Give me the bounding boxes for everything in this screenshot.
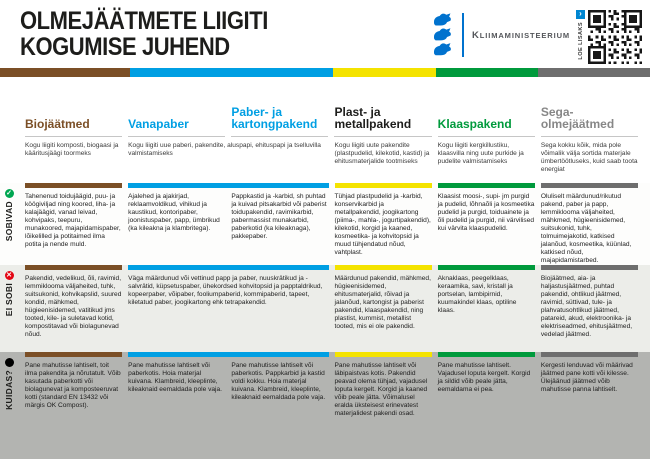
- row-how-stripe: [0, 352, 650, 357]
- column-header-oldpaper: Vanapaber: [128, 118, 225, 137]
- poster-header: [0, 0, 650, 68]
- stripe-paper: [128, 352, 328, 357]
- description-plastic-metal: Kogu liigiti uute pakendite (plastpudelid, kilekotid, kastid) ja ehitusmaterjalide tootmiseks: [334, 142, 430, 166]
- cell-notsuitable-paper-shared: Väga määrdunud või vettinud papp ja paber, nuuskrätikud ja -salvrätid, küpsetuspaber, ühekordsed kohvitopsid ja papptaldrikud, kopeerpaber, võipaber, fooliumpaberid, kommipaberid, tapeet, kiletatud paber, joogikartong ehk tetrapakendid.: [128, 275, 323, 307]
- row-label-not-suitable: ✕ EI SOBI: [4, 272, 14, 317]
- row-suitable-stripe: [0, 183, 650, 188]
- color-bar-paper: [130, 68, 333, 77]
- column-header-cardboard: Paber- ja kartongpakend: [231, 106, 328, 137]
- page-title-line1: OLMEJÄÄTMETE LIIGITI: [20, 7, 268, 35]
- row-how: [0, 352, 650, 459]
- black-dot-icon: [5, 358, 14, 367]
- page-title-line2: KOGUMISE JUHEND: [20, 33, 230, 61]
- stripe-glass: [438, 352, 535, 357]
- column-header-biowaste: Biojäätmed: [25, 118, 122, 137]
- column-header-glass: Klaaspakend: [438, 118, 535, 137]
- check-circle-icon: ✓: [6, 190, 12, 197]
- cell-how-glass: Pane mahutisse lahtiselt. Vajadusel loputa kergelt. Korgid ja sildid võib peale jätta, eemaldama ei pea.: [437, 362, 531, 394]
- estonia-coat-of-arms-icon: [430, 12, 456, 58]
- row-label-suitable: ✓ SOBIVAD: [4, 190, 14, 242]
- qr-code: [588, 10, 642, 64]
- stripe-mixed: [541, 265, 638, 270]
- stripe-paper: [128, 265, 328, 270]
- column-header-mixed: Sega-olmejäätmed: [541, 106, 638, 137]
- cell-suitable-oldpaper: Ajalehed ja ajakirjad, reklaamvoldikud, vihikud ja kaustikud, kontoripaber, joonistuspaber, papp, ümbrikud (ka kileakna ja klambritega).: [128, 193, 220, 233]
- stripe-biowaste: [25, 183, 122, 188]
- row-not-suitable: [0, 265, 650, 352]
- row-suitable-cells: [0, 188, 650, 265]
- cell-how-biowaste: Pane mahutisse lahtiselt, toit ilma pakendita ja nõrutatult. Võib kasutada paberkotti või biolagunevat ja komposteeruvat kotti (standard EN 13432 või märgis OK Compost).: [25, 362, 121, 410]
- cell-how-mixed: Kergesti lenduvad või määrivad jäätmed pane kotti või kilesse. Ülejäänud jäätmed võib mahutisse panna lahtiselt.: [540, 362, 633, 394]
- cell-notsuitable-plastic-metal: Määrdunud pakendid, mähkmed, hügieenisidemed, ehitusmaterjalid, rõivad ja jalanõud, kartongist ja paberist pakendid, klaaspakendid, ning plastist, kummist, metallist tooted, mis ei ole pakendid.: [334, 275, 431, 331]
- stripe-plastic: [335, 352, 432, 357]
- page-title: [20, 8, 268, 60]
- external-link-icon: ›: [576, 10, 585, 19]
- row-not-suitable-stripe: [0, 265, 650, 270]
- cell-notsuitable-mixed: Biojäätmed, aia- ja haljastusjäätmed, puhtad pakendid, ohtlikud jäätmed, ravimid, süttivad, tule- ja plahvatusohtlikud jäätmed, patareid, akud, elektroonika- ja elektriseadmed, ehitusjäätmed, vedelad jäätmed.: [540, 275, 633, 339]
- stripe-glass: [438, 265, 535, 270]
- stripe-plastic: [335, 265, 432, 270]
- row-how-cells: [0, 357, 650, 418]
- cell-suitable-glass: Klaasist moosi-, supi- jm purgid ja pudelid, lõhnaõli ja kosmeetika pudelid ja purgid, toiduainete ja õli pudelid ja purgid, nii värvilised kui värvita klaaspudelid.: [437, 193, 535, 233]
- category-color-bar: [0, 68, 650, 77]
- stripe-glass: [438, 183, 535, 188]
- color-bar-biowaste: [0, 68, 130, 77]
- cell-suitable-cardboard: Pappkastid ja -karbid, sh puhtad ja kuivad pitsakarbid või paberist toidupakendid, ravimikarbid, pabermassist munakarbid, paberkotid (ka kileaknaga), pakkepaber.: [231, 193, 327, 241]
- description-mixed: Sega kokku kõik, mida pole võimalik välja sortida materjale ümbertöötluseks, kuid saab toota energiat: [540, 142, 638, 174]
- qr-block: [576, 10, 642, 64]
- row-label-how: KUIDAS?: [4, 358, 14, 410]
- qr-caption-block: [576, 10, 585, 60]
- stripe-biowaste: [25, 352, 122, 357]
- cell-how-cardboard: Pane mahutisse lahtiselt või paberkotis. Pappkarbid ja kastid voldi kokku. Hoia materjal kuivana. Klambreid, kleeplinte, kileaknaid eemaldada pole vaja.: [231, 362, 326, 402]
- ministry-logo: [430, 12, 570, 58]
- cell-suitable-biowaste: Tahenenud toidujäägid, puu- ja köögiviljad ning koored, liha- ja kalajäägid, vanad leivad, kohvipaks, teepuru, munakoored, majapidamispaber, lõikelilled ja potitaimed ilma potita ja nende muld.: [25, 193, 121, 249]
- cell-how-plastic-metal: Pane mahutisse lahtiselt või läbipaistvas kotis. Pakendid peavad olema tühjad, vajadusel loputa kergelt. Korgid ja kaaned võib peale jätta. Võimalusel eralda üksteisest erinevatest materjalidest pakendi osad.: [334, 362, 428, 418]
- qr-caption: LOE LISAKS: [577, 22, 584, 60]
- column-headers: [0, 77, 650, 137]
- description-biowaste: Kogu liigiti komposti, biogaasi ja kääritusjäägi toormeks: [25, 142, 119, 158]
- cell-notsuitable-biowaste: Pakendid, vedelikud, õli, ravimid, lemmiklooma väljaheited, tuhk, suitsukonid, kohvikapslid, suured kondid, mähkmed, hügieenisidemed, vatitikud jms tooted, kile- ja suletavad kotid, kompostitavad või biolagunevad nõud.: [25, 275, 122, 339]
- color-bar-mixed: [538, 68, 650, 77]
- description-paper-shared: Kogu liigiti uue paberi, pakendite, aluspapi, ehituspapi ja tselluvilla valmistamiseks: [128, 142, 321, 158]
- row-suitable: [0, 183, 650, 265]
- cell-how-oldpaper: Pane mahutisse lahtiselt või paberkotis. Hoia materjal kuivana. Klambreid, kleeplinte, kileaknaid eemaldada pole vaja.: [128, 362, 222, 394]
- row-not-suitable-cells: [0, 270, 650, 339]
- column-header-plastic-metal: Plast- ja metallpakend: [334, 106, 431, 137]
- logo-divider: [462, 13, 464, 57]
- color-bar-plastic: [333, 68, 436, 77]
- column-descriptions: [0, 137, 650, 183]
- description-glass: Kogu liigiti kergkillustiku, klaasvilla ning uute purkide ja pudelite valmistamiseks: [437, 142, 524, 166]
- cross-circle-icon: ✕: [6, 272, 12, 279]
- stripe-mixed: [541, 183, 638, 188]
- color-bar-glass: [436, 68, 538, 77]
- cell-notsuitable-glass: Aknaklaas, peegelklaas, keraamika, savi, kristall ja portselan, lambipirnid, kuumakindel klaas, optiline klaas.: [437, 275, 517, 315]
- stripe-mixed: [541, 352, 638, 357]
- stripe-plastic: [335, 183, 432, 188]
- cell-suitable-plastic-metal: Tühjad plastpudelid ja -karbid, konservikarbid ja metallpakendid, joogikartong (piima-, mahla-, jogurtipakendid), kilekotid, korgid ja kaaned, kosmeetika- ja kohvitopsid ja muud tühjendatud nõud, vahtplast.: [334, 193, 431, 257]
- cell-suitable-mixed: Oluliselt määrdunud/rikutud pakend, paber ja papp, lemmiklooma väljaheited, mähkmed, hügieenisidemed, suitsukonid, tuhk, tolmuimejakotid, katkised jalanõud, kosmeetika, küünlad, katkised nõud, majapidamistarbed.: [540, 193, 632, 265]
- ministry-name: KLIIMAMINISTEERIUM: [472, 29, 571, 41]
- stripe-paper: [128, 183, 328, 188]
- stripe-biowaste: [25, 265, 122, 270]
